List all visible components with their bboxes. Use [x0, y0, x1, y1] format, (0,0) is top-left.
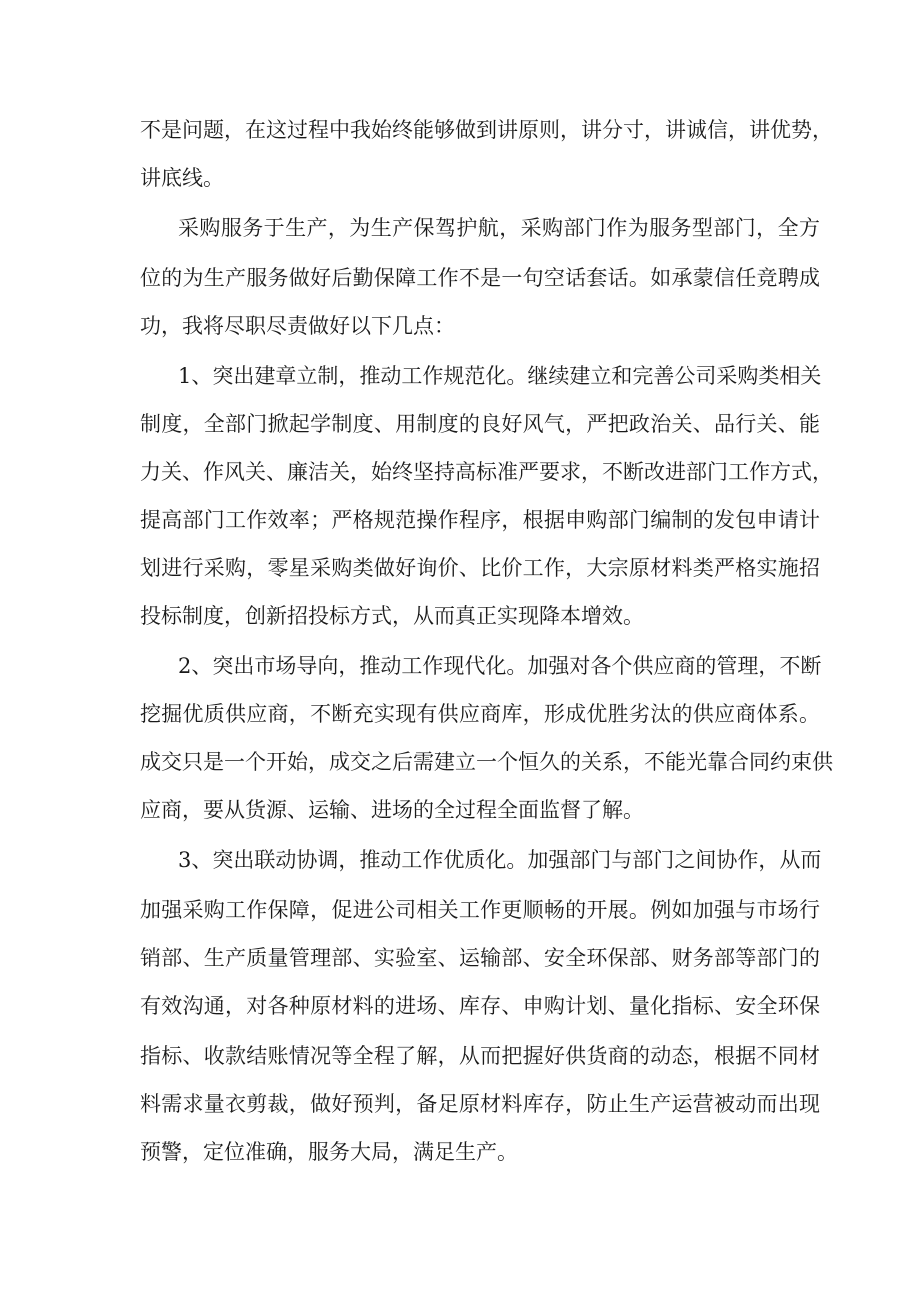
text-line: 料需求量衣剪裁，做好预判，备足原材料库存，防止生产运营被动而出现: [140, 1092, 820, 1116]
text-line: 不是问题，在这过程中我始终能够做到讲原则，讲分寸，讲诚信，讲优势，: [140, 118, 833, 142]
text-line: 有效沟通，对各种原材料的进场、库存、申购计划、量化指标、安全环保: [140, 994, 820, 1018]
text-line: 3、突出联动协调，推动工作优质化。加强部门与部门之间协作，从而: [178, 848, 822, 872]
text-line: 挖掘优质供应商，不断充实现有供应商库，形成优胜劣汰的供应商体系。: [140, 702, 820, 726]
text-line: 预警，定位准确，服务大局，满足生产。: [140, 1140, 518, 1164]
text-line: 采购服务于生产，为生产保驾护航，采购部门作为服务型部门，全方: [178, 216, 820, 240]
text-line: 应商，要从货源、运输、进场的全过程全面监督了解。: [140, 798, 644, 822]
text-line: 提高部门工作效率；严格规范操作程序，根据申购部门编制的发包申请计: [140, 508, 820, 532]
text-line: 投标制度，创新招投标方式，从而真正实现降本增效。: [140, 604, 644, 628]
text-line: 功，我将尽职尽责做好以下几点：: [140, 314, 455, 338]
text-line: 制度，全部门掀起学制度、用制度的良好风气，严把政治关、品行关、能: [140, 412, 820, 436]
text-line: 讲底线。: [140, 166, 224, 190]
text-line: 力关、作风关、廉洁关，始终坚持高标准严要求，不断改进部门工作方式，: [140, 460, 833, 484]
text-line: 成交只是一个开始，成交之后需建立一个恒久的关系，不能光靠合同约束供: [140, 750, 833, 774]
text-line: 2、突出市场导向，推动工作现代化。加强对各个供应商的管理，不断: [178, 654, 822, 678]
text-line: 1、突出建章立制，推动工作规范化。继续建立和完善公司采购类相关: [178, 364, 822, 388]
text-line: 指标、收款结账情况等全程了解，从而把握好供货商的动态，根据不同材: [140, 1044, 820, 1068]
text-line: 划进行采购，零星采购类做好询价、比价工作，大宗原材料类严格实施招: [140, 556, 820, 580]
text-line: 位的为生产服务做好后勤保障工作不是一句空话套话。如承蒙信任竞聘成: [140, 266, 820, 290]
text-line: 加强采购工作保障，促进公司相关工作更顺畅的开展。例如加强与市场行: [140, 898, 820, 922]
text-line: 销部、生产质量管理部、实验室、运输部、安全环保部、财务部等部门的: [140, 946, 820, 970]
